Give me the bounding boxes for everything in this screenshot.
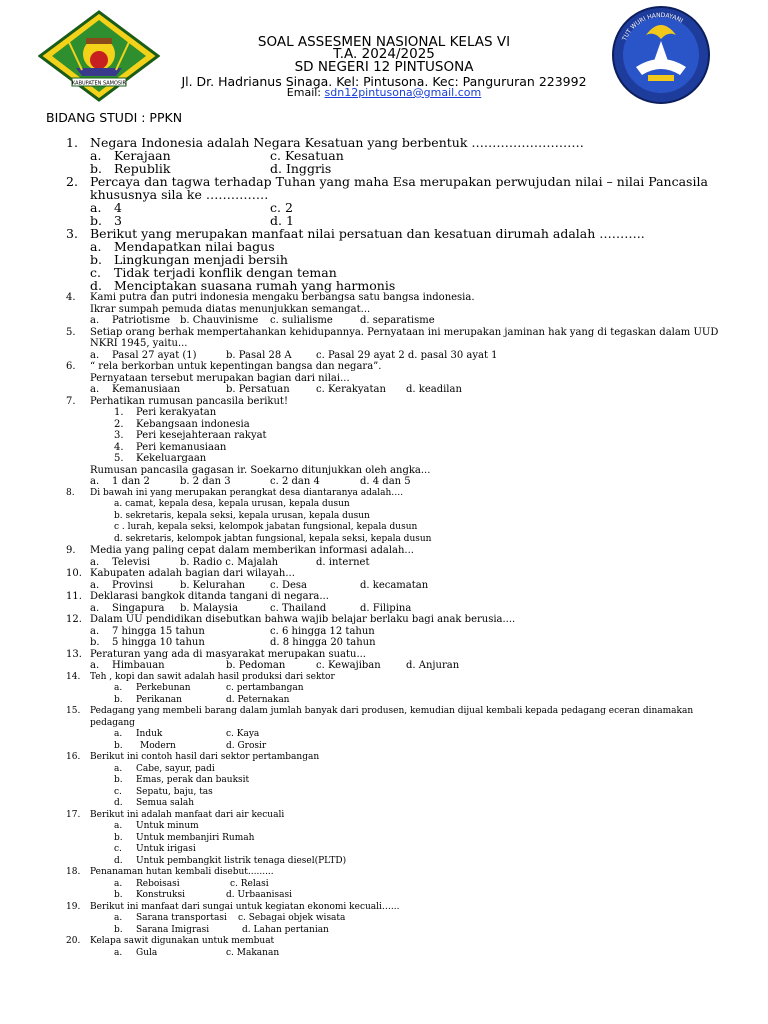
- question-text: Berikut ini adalah manfaat dari air kecuali: [90, 809, 285, 820]
- question-text: “ rela berkorban untuk kepentingan bangsa dan negara”.: [90, 361, 382, 372]
- question-text: Dalam UU pendidikan disebutkan bahwa wajib belajar berlaku bagi anak berusia....: [90, 614, 516, 625]
- option-c: c. Kesatuan: [270, 148, 344, 163]
- option-d: d. Urbaanisasi: [226, 890, 293, 900]
- list-item: Kekeluargaan: [136, 453, 207, 464]
- question-number: 15.: [66, 706, 81, 716]
- option-a: 1 dan 2: [112, 476, 150, 487]
- option-d: d. 8 hingga 20 tahun: [270, 637, 376, 648]
- question-8: [0, 488, 768, 546]
- question-11: [0, 591, 768, 614]
- question-4: [0, 292, 768, 327]
- question-number: 14.: [66, 671, 81, 682]
- option-d: d. internet: [316, 556, 370, 568]
- option-b: b. Malaysia: [180, 602, 239, 614]
- option-c: c. Desa: [270, 579, 307, 591]
- option-b: 3: [114, 213, 122, 228]
- option-b: Konstruksi: [136, 890, 185, 900]
- option-c: c. 2: [270, 200, 293, 215]
- option-a: Kemanusiaan: [112, 384, 181, 395]
- list-item: Peri kemanusiaan: [136, 441, 227, 453]
- option-b: b. Pedoman: [226, 660, 286, 671]
- question-text: Kabupaten adalah bagian dari wilayah...: [90, 568, 295, 579]
- option-a: Singapura: [112, 602, 165, 614]
- option-d: d. sekretaris, kelompok jabtan fungsional, kepala seksi, kepala dusun: [114, 533, 432, 544]
- question-1: [0, 136, 768, 175]
- email-label: Email:: [286, 86, 322, 99]
- option-c: Untuk irigasi: [136, 844, 196, 854]
- header-exam-title: SOAL ASSESMEN NASIONAL KELAS VI: [257, 34, 511, 50]
- option-a-letter: a.: [114, 878, 123, 889]
- option-a-letter: a.: [114, 913, 123, 923]
- list-number: 5.: [114, 453, 124, 464]
- option-c-letter: c.: [114, 844, 122, 854]
- header-school-name: SD NEGERI 12 PINTUSONA: [294, 59, 474, 75]
- list-item: Kebangsaan indonesia: [136, 418, 250, 430]
- option-a: 7 hingga 15 tahun: [112, 625, 205, 637]
- option-a-letter: a.: [90, 660, 100, 671]
- option-c-letter: c.: [90, 265, 101, 280]
- question-text: Berikut yang merupakan manfaat nilai persatuan dan kesatuan dirumah adalah ………..: [90, 226, 645, 241]
- question-number: 12.: [66, 614, 82, 625]
- option-d: Untuk pembangkit listrik tenaga diesel(PLTD): [136, 855, 347, 866]
- option-c: c. Sebagai objek wisata: [238, 913, 346, 923]
- question-text: Negara Indonesia adalah Negara Kesatuan yang berbentuk ………………………: [90, 135, 584, 150]
- question-6: [0, 361, 768, 396]
- option-a-letter: a.: [90, 625, 100, 637]
- option-d: Semua salah: [136, 798, 195, 808]
- list-number: 4.: [114, 441, 124, 453]
- option-a: Pasal 27 ayat (1): [112, 349, 197, 361]
- question-number: 18.: [66, 867, 81, 877]
- option-b: Lingkungan menjadi bersih: [114, 252, 288, 267]
- letterhead: [0, 0, 768, 112]
- svg-text:KABUPATEN SAMOSIR: KABUPATEN SAMOSIR: [71, 80, 127, 87]
- option-c: c. Thailand: [270, 602, 327, 614]
- question-number: 5.: [66, 326, 76, 338]
- question-number: 2.: [66, 174, 78, 189]
- option-c: c. sulialisme: [270, 315, 333, 326]
- question-text: Perhatikan rumusan pancasila berikut!: [90, 395, 288, 407]
- option-a-letter: a.: [90, 239, 102, 254]
- option-b: b. Pasal 28 A: [226, 349, 292, 361]
- option-b: Untuk membanjiri Rumah: [136, 832, 255, 843]
- option-b-letter: b.: [90, 213, 102, 228]
- question-text: Berikut ini contoh hasil dari sektor pertambangan: [90, 752, 320, 762]
- option-a: Patriotisme: [112, 315, 171, 326]
- option-a: Perkebunan: [136, 683, 191, 693]
- option-d: d. 4 dan 5: [360, 476, 411, 487]
- option-b-letter: b.: [90, 161, 102, 176]
- option-a-letter: a.: [114, 947, 123, 958]
- option-b: Modern: [140, 740, 176, 751]
- question-text: Kelapa sawit digunakan untuk membuat: [90, 936, 275, 946]
- question-text: Pedagang yang membeli barang dalam jumlah banyak dari produsen, kemudian dijual kembali kepada pedagang eceran dinamakan pedagang: [90, 706, 694, 728]
- option-d: d. Peternakan: [226, 694, 290, 705]
- question-number: 3.: [66, 226, 78, 241]
- question-number: 8.: [66, 487, 75, 498]
- question-text: Berikut ini manfaat dari sungai untuk kegiatan ekonomi kecuali…...: [90, 901, 400, 912]
- question-text: Kami putra dan putri indonesia mengaku berbangsa satu bangsa indonesia.: [90, 292, 475, 303]
- question-number: 6.: [66, 361, 76, 372]
- list-number: 2.: [114, 418, 124, 430]
- option-a: 4: [114, 200, 122, 215]
- option-d: d. 1: [270, 213, 294, 228]
- option-a: Induk: [136, 729, 163, 739]
- option-c: c. Makanan: [226, 947, 280, 958]
- option-b: b. Chauvinisme: [180, 315, 259, 326]
- question-number: 10.: [66, 568, 82, 579]
- option-b-letter: b.: [90, 637, 100, 648]
- option-d: d. kecamatan: [360, 579, 429, 591]
- option-b: Republik: [114, 161, 171, 176]
- option-b: Emas, perak dan bauksit: [136, 775, 250, 785]
- question-text: Peraturan yang ada di masyarakat merupakan suatu...: [90, 648, 366, 660]
- question-text-2: Rumusan pancasila gagasan ir. Soekarno ditunjukkan oleh angka...: [90, 464, 431, 476]
- option-b-letter: b.: [114, 694, 123, 705]
- option-a: Himbauan: [112, 660, 165, 671]
- option-a: Kerajaan: [114, 148, 171, 163]
- question-9: [0, 545, 768, 568]
- option-a-letter: a.: [90, 556, 100, 568]
- option-d: d. separatisme: [360, 315, 435, 326]
- option-a-letter: a.: [114, 683, 123, 693]
- question-20: [0, 936, 768, 959]
- option-b-letter: b.: [114, 832, 123, 843]
- option-c-letter: c.: [114, 786, 122, 797]
- question-3: [0, 227, 768, 292]
- tut-wuri-handayani-logo: [606, 5, 716, 105]
- question-number: 4.: [66, 292, 76, 303]
- question-19: [0, 902, 768, 937]
- option-d: d. keadilan: [406, 384, 462, 395]
- question-text: Teh , kopi dan sawit adalah hasil produksi dari sektor: [90, 671, 335, 682]
- question-10: [0, 568, 768, 591]
- option-d: d. Lahan pertanian: [242, 924, 329, 935]
- option-a-letter: a.: [114, 763, 123, 774]
- question-number: 20.: [66, 936, 81, 946]
- option-b: b. 2 dan 3: [180, 476, 231, 487]
- option-d: Menciptakan suasana rumah yang harmonis: [114, 278, 396, 293]
- option-a-letter: a.: [90, 148, 102, 163]
- question-12: [0, 614, 768, 649]
- question-number: 13.: [66, 648, 82, 660]
- question-text: Deklarasi bangkok ditanda tangani di negara...: [90, 591, 329, 602]
- subject-label: BIDANG STUDI : PPKN: [46, 110, 183, 125]
- option-a: Mendapatkan nilai bagus: [114, 239, 275, 254]
- option-a-letter: a.: [114, 821, 123, 831]
- option-b-c: b. Radio c. Majalah: [180, 556, 279, 568]
- question-text: Di bawah ini yang merupakan perangkat desa diantaranya adalah….: [90, 487, 404, 498]
- question-5: [0, 327, 768, 362]
- option-d-letter: d.: [114, 855, 123, 866]
- option-b: Sarana Imigrasi: [136, 924, 210, 935]
- option-b-letter: b.: [114, 740, 123, 751]
- option-b: b. sekretaris, kepala seksi, kepala urusan, kepala dusun: [114, 510, 370, 521]
- question-list: [0, 136, 768, 959]
- option-b: b. Kelurahan: [180, 579, 246, 591]
- question-number: 16.: [66, 752, 81, 762]
- option-c: c . lurah, kepala seksi, kelompok jabatan fungsional, kepala dusun: [114, 522, 418, 532]
- question-15: [0, 706, 768, 752]
- question-text-2: Ikrar sumpah pemuda diatas menunjukkan semangat...: [90, 303, 371, 315]
- list-item: Peri kerakyatan: [136, 407, 217, 418]
- question-number: 1.: [66, 135, 78, 150]
- question-text: Penanaman hutan kembali disebut.........: [90, 867, 274, 877]
- list-number: 1.: [114, 407, 124, 418]
- option-a: Cabe, sayur, padi: [136, 763, 215, 774]
- question-number: 19.: [66, 901, 81, 912]
- option-a-letter: a.: [90, 200, 102, 215]
- list-number: 3.: [114, 430, 124, 441]
- option-d: d. Grosir: [226, 740, 267, 751]
- option-d: d. Filipina: [360, 602, 412, 614]
- header-academic-year: T.A. 2024/2025: [333, 46, 435, 62]
- option-c: c. Kaya: [226, 729, 260, 739]
- option-b: 5 hingga 10 tahun: [112, 637, 205, 648]
- option-c: c. 6 hingga 12 tahun: [270, 625, 375, 637]
- option-c: c. Relasi: [230, 878, 269, 889]
- question-text: Setiap orang berhak mempertahankan kehidupannya. Pernyataan ini merupakan jaminan hak yang di tegaskan dalam UUD NKRI 1945, yaitu...: [90, 326, 719, 349]
- option-d: d. Anjuran: [406, 660, 460, 671]
- option-a-letter: a.: [114, 729, 123, 739]
- question-14: [0, 672, 768, 707]
- option-c-d: c. Pasal 29 ayat 2 d. pasal 30 ayat 1: [316, 349, 498, 361]
- option-c: c. pertambangan: [226, 683, 304, 693]
- question-17: [0, 810, 768, 868]
- question-7: [0, 396, 768, 488]
- option-d: d. Inggris: [270, 161, 332, 176]
- option-a: Sarana transportasi: [136, 913, 227, 923]
- option-a: Untuk minum: [136, 821, 199, 831]
- svg-text:TUT WURI HANDAYANI: TUT WURI HANDAYANI: [621, 11, 684, 42]
- list-item: Peri kesejahteraan rakyat: [136, 430, 267, 441]
- option-a-letter: a.: [90, 476, 100, 487]
- question-number: 11.: [66, 591, 82, 602]
- option-c: c. 2 dan 4: [270, 476, 320, 487]
- option-d-letter: d.: [114, 798, 123, 808]
- option-a: Gula: [136, 947, 158, 958]
- option-a: Reboisasi: [136, 878, 180, 889]
- option-a-letter: a.: [90, 315, 100, 326]
- question-2: [0, 175, 768, 227]
- option-a: a. camat, kepala desa, kepala urusan, kepala dusun: [114, 499, 350, 509]
- question-number: 9.: [66, 545, 76, 556]
- option-c: Tidak terjadi konflik dengan teman: [114, 265, 337, 280]
- question-16: [0, 752, 768, 810]
- option-a-letter: a.: [90, 349, 100, 361]
- option-a: Provinsi: [112, 579, 154, 591]
- option-b-letter: b.: [114, 775, 123, 785]
- question-13: [0, 649, 768, 672]
- option-b-letter: b.: [114, 924, 123, 935]
- option-a: Televisi: [112, 556, 151, 568]
- option-a-letter: a.: [90, 602, 100, 614]
- question-18: [0, 867, 768, 902]
- option-b-letter: b.: [90, 252, 102, 267]
- option-c: Sepatu, baju, tas: [136, 786, 213, 797]
- question-number: 17.: [66, 809, 81, 820]
- question-text: Media yang paling cepat dalam memberikan informasi adalah...: [90, 545, 414, 556]
- option-b: b. Persatuan: [226, 384, 290, 395]
- question-number: 7.: [66, 395, 76, 407]
- option-a-letter: a.: [90, 579, 100, 591]
- option-d-letter: d.: [90, 278, 102, 293]
- option-b: Perikanan: [136, 694, 182, 705]
- header-address: Jl. Dr. Hadrianus Sinaga. Kel: Pintusona. Kec: Pangururan 223992: [181, 74, 587, 89]
- question-text: Percaya dan tagwa terhadap Tuhan yang maha Esa merupakan perwujudan nilai – nilai Pancasila khususnya sila ke ……………: [90, 174, 708, 202]
- option-a-letter: a.: [90, 384, 100, 395]
- email-link[interactable]: sdn12pintusona@gmail.com: [324, 86, 482, 99]
- option-c: c. Kewajiban: [316, 660, 381, 671]
- pancasila-list: [90, 407, 728, 465]
- option-c: c. Kerakyatan: [316, 384, 386, 395]
- option-b-letter: b.: [114, 890, 123, 900]
- question-text-2: Pernyataan tersebut merupakan bagian dari nilai...: [90, 372, 350, 384]
